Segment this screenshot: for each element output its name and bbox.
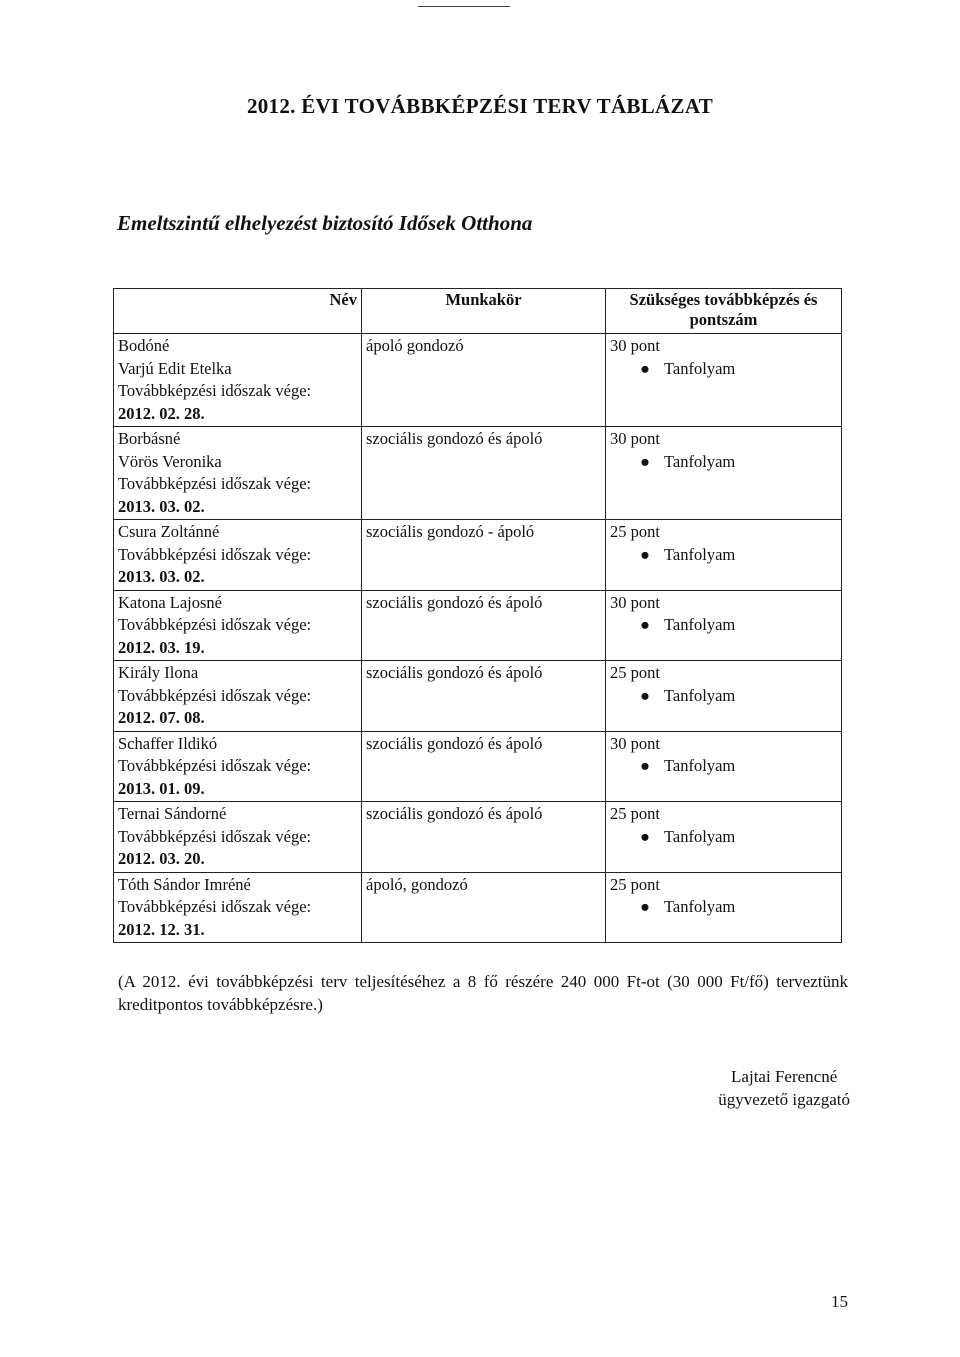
table-row <box>114 520 842 591</box>
cell-training <box>606 661 842 732</box>
name-line: Továbbképzési időszak vége: <box>118 544 312 564</box>
name-line: Továbbképzési időszak vége: <box>118 615 312 634</box>
name-line: Továbbképzési időszak vége: <box>118 381 312 400</box>
points-value: 25 pont <box>610 804 660 823</box>
page-number: 15 <box>831 1292 848 1311</box>
points-value: 25 pont <box>610 874 660 894</box>
bullet-icon: ● <box>640 358 650 378</box>
training-bullet-item <box>610 451 837 474</box>
name-line: Schaffer Ildikó <box>118 733 218 753</box>
training-type: Tanfolyam <box>664 615 736 634</box>
name-line: Tóth Sándor Imréné <box>118 874 251 894</box>
cell-role: szociális gondozó és ápoló <box>362 661 606 732</box>
name-line: Csura Zoltánné <box>118 522 220 541</box>
cell-name <box>114 661 362 732</box>
cell-name <box>114 731 362 802</box>
cell-name <box>114 427 362 520</box>
cell-training <box>606 427 842 520</box>
cell-training <box>606 334 842 427</box>
name-line: Borbásné <box>118 429 181 448</box>
training-type: Tanfolyam <box>664 826 736 846</box>
page-title: 2012. ÉVI TOVÁBBKÉPZÉSI TERV TÁBLÁZAT <box>246 94 714 118</box>
bullet-icon: ● <box>640 685 650 705</box>
training-bullet-item <box>610 826 837 849</box>
name-line: Bodóné <box>118 336 170 355</box>
cell-name <box>114 520 362 591</box>
cell-role: szociális gondozó - ápoló <box>362 520 606 591</box>
table-header-row <box>114 289 842 334</box>
points-value: 30 pont <box>610 733 660 753</box>
training-plan-table <box>113 288 842 943</box>
period-end-date: 2013. 03. 02. <box>118 567 205 586</box>
bullet-icon: ● <box>640 615 650 634</box>
training-type: Tanfolyam <box>664 358 736 378</box>
bullet-icon: ● <box>640 897 650 916</box>
header-training: Szükséges továbbképzés és pontszám <box>606 289 842 334</box>
period-end-date: 2012. 03. 20. <box>118 849 205 868</box>
table-row <box>114 731 842 802</box>
header-name: Név <box>114 289 362 334</box>
signature-block <box>718 1065 850 1111</box>
cell-role: szociális gondozó és ápoló <box>362 427 606 520</box>
cell-training <box>606 872 842 943</box>
cell-name <box>114 334 362 427</box>
cell-training <box>606 520 842 591</box>
table-row <box>114 334 842 427</box>
table-row <box>114 661 842 732</box>
name-line: Király Ilona <box>118 663 199 682</box>
period-end-date: 2012. 02. 28. <box>118 403 205 423</box>
points-value: 25 pont <box>610 663 660 682</box>
cell-training <box>606 590 842 661</box>
period-end-date: 2012. 12. 31. <box>118 919 205 939</box>
period-end-date: 2013. 03. 02. <box>118 496 205 516</box>
training-bullet-item <box>610 614 837 637</box>
cell-role: szociális gondozó és ápoló <box>362 731 606 802</box>
name-line: Továbbképzési időszak vége: <box>118 685 312 705</box>
table-row <box>114 802 842 873</box>
cell-name <box>114 802 362 873</box>
cell-name <box>114 872 362 943</box>
top-rule <box>418 6 510 7</box>
bullet-icon: ● <box>640 826 650 846</box>
signatory-position: ügyvezető igazgató <box>718 1090 850 1109</box>
table-row <box>114 872 842 943</box>
cell-role: szociális gondozó és ápoló <box>362 802 606 873</box>
training-bullet-item <box>610 896 837 919</box>
header-role: Munkakör <box>362 289 606 334</box>
name-line: Továbbképzési időszak vége: <box>118 826 312 846</box>
period-end-date: 2012. 03. 19. <box>118 637 205 657</box>
training-bullet-item <box>610 755 837 778</box>
points-value: 30 pont <box>610 429 660 448</box>
training-bullet-item <box>610 685 837 708</box>
training-bullet-item <box>610 358 837 381</box>
table-row <box>114 590 842 661</box>
name-line: Vörös Veronika <box>118 451 222 471</box>
table-body <box>114 334 842 943</box>
training-bullet-item <box>610 544 837 567</box>
cell-training <box>606 731 842 802</box>
training-type: Tanfolyam <box>664 756 736 775</box>
name-line: Katona Lajosné <box>118 592 223 612</box>
name-line: Varjú Edit Etelka <box>118 358 232 378</box>
name-line: Továbbképzési időszak vége: <box>118 756 312 775</box>
name-line: Továbbképzési időszak vége: <box>118 474 312 493</box>
training-type: Tanfolyam <box>664 544 736 564</box>
cell-role: ápoló gondozó <box>362 334 606 427</box>
training-type: Tanfolyam <box>664 897 736 916</box>
page-subtitle: Emeltszintű elhelyezést biztosító Idősek Otthona <box>117 211 533 235</box>
cell-role: szociális gondozó és ápoló <box>362 590 606 661</box>
name-line: Továbbképzési időszak vége: <box>118 897 312 916</box>
name-line: Ternai Sándorné <box>118 804 227 823</box>
bullet-icon: ● <box>640 756 650 775</box>
training-type: Tanfolyam <box>664 685 736 705</box>
period-end-date: 2012. 07. 08. <box>118 708 205 727</box>
cell-name <box>114 590 362 661</box>
bullet-icon: ● <box>640 544 650 564</box>
cell-role: ápoló, gondozó <box>362 872 606 943</box>
period-end-date: 2013. 01. 09. <box>118 778 205 798</box>
points-value: 25 pont <box>610 522 660 541</box>
points-value: 30 pont <box>610 592 660 612</box>
cell-training <box>606 802 842 873</box>
training-type: Tanfolyam <box>664 451 736 471</box>
table-row <box>114 427 842 520</box>
points-value: 30 pont <box>610 336 660 355</box>
signatory-name: Lajtai Ferencné <box>731 1067 838 1086</box>
bullet-icon: ● <box>640 451 650 471</box>
budget-note: (A 2012. évi továbbképzési terv teljesítéséhez a 8 fő részére 240 000 Ft-ot (30 000 Ft/fő) terveztünk kreditpontos továbbképzésre.) <box>118 972 848 1014</box>
